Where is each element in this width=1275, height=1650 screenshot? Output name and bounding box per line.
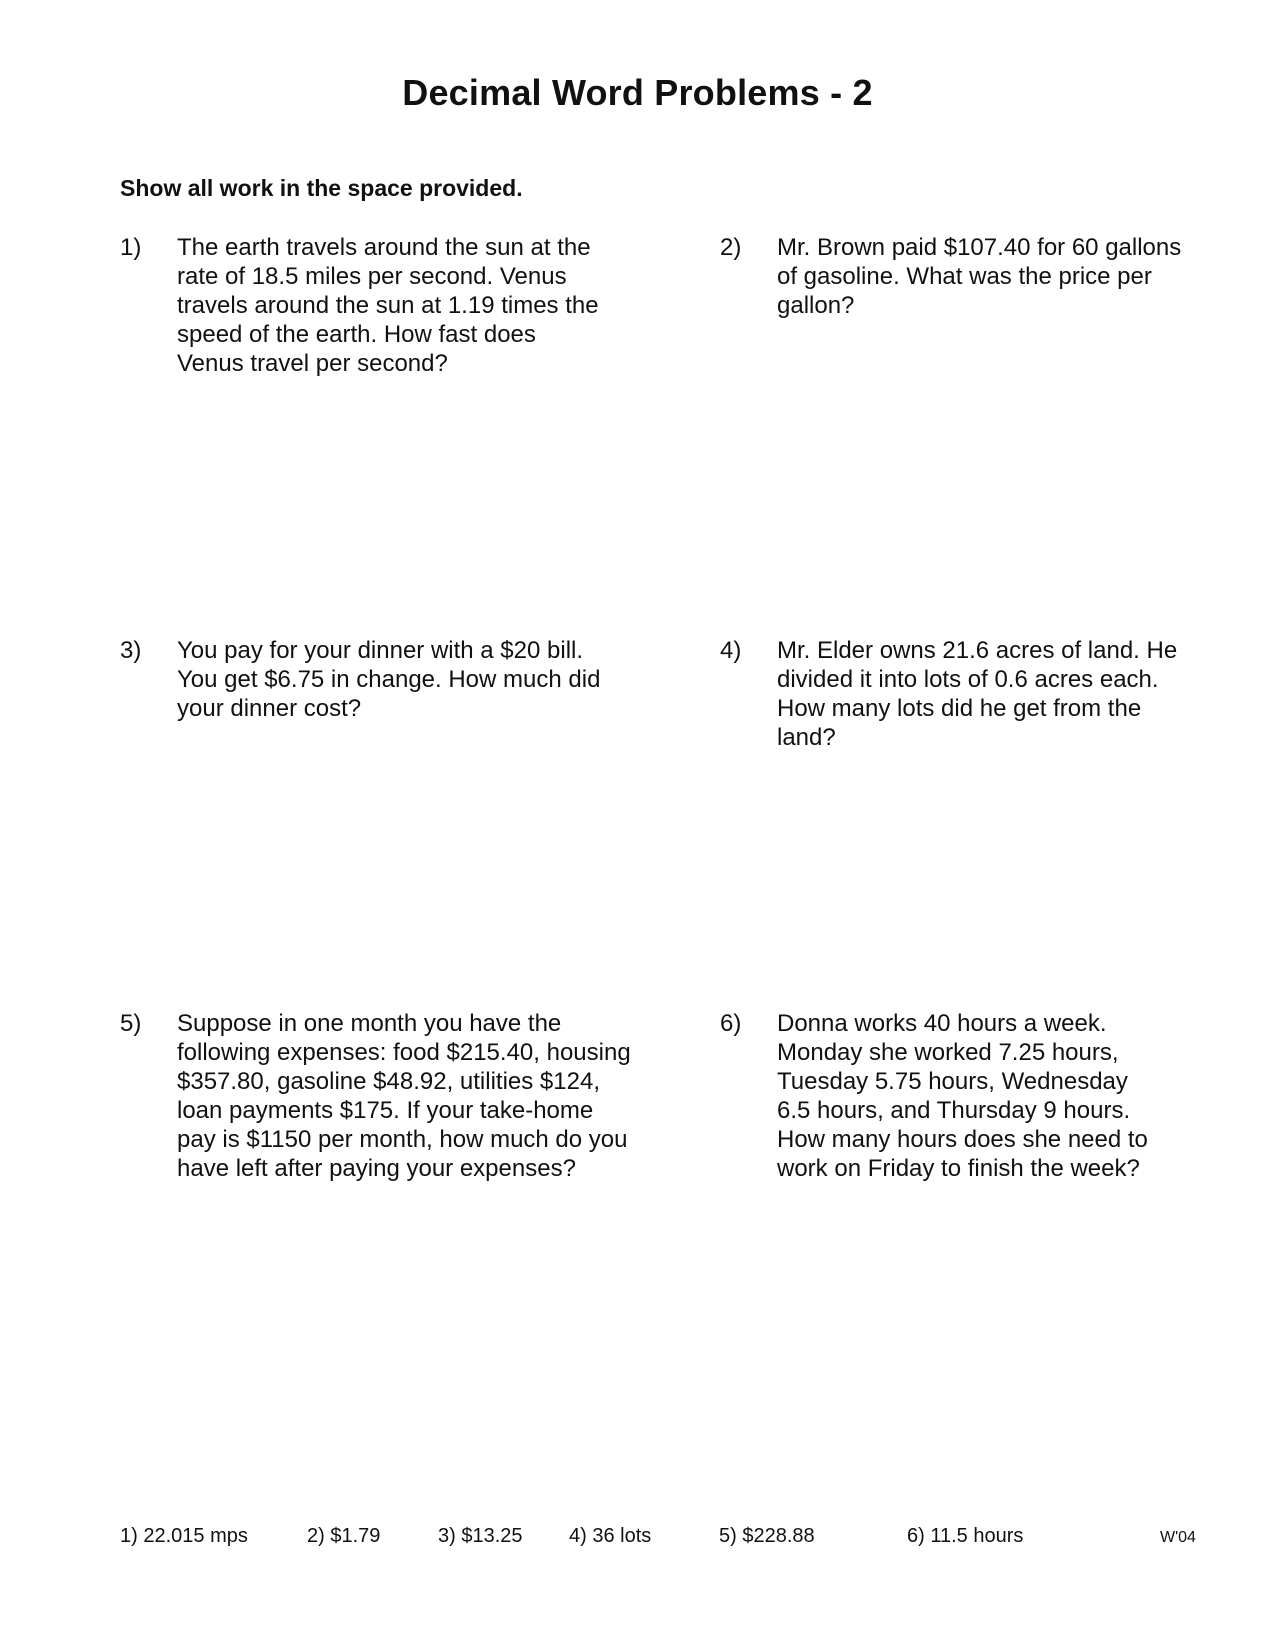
answer-6: 6) 11.5 hours [907,1525,1024,1547]
problem-number: 4) [720,637,742,664]
problem-number: 1) [120,234,142,261]
problem-text [777,1009,1148,1183]
answer-2: 2) $1.79 [307,1525,381,1547]
problem-number: 2) [720,234,742,261]
problem-line: Suppose in one month you have the [177,1010,562,1037]
problem-line: Tuesday 5.75 hours, Wednesday [777,1068,1128,1095]
problem-line: pay is $1150 per month, how much do you [177,1126,628,1153]
problem-line: $357.80, gasoline $48.92, utilities $124, [177,1068,600,1095]
problem-text [777,233,1181,320]
problem-number: 6) [720,1010,742,1037]
problem-line: How many lots did he get from the [777,695,1142,722]
problem-line: work on Friday to finish the week? [777,1155,1140,1182]
answer-5: 5) $228.88 [719,1525,815,1547]
problem-line: The earth travels around the sun at the [177,234,591,261]
answer-4: 4) 36 lots [569,1525,652,1547]
problem-line: Monday she worked 7.25 hours, [777,1039,1119,1066]
problem-line: Mr. Elder owns 21.6 acres of land. He [777,637,1178,664]
problem-line: How many hours does she need to [777,1126,1148,1153]
page-title: Decimal Word Problems - 2 [402,72,873,113]
instructions: Show all work in the space provided. [120,175,523,201]
problem-line: of gasoline. What was the price per [777,263,1152,290]
problem-line: loan payments $175. If your take-home [177,1097,594,1124]
problem-line: You pay for your dinner with a $20 bill. [177,637,584,664]
answer-1: 1) 22.015 mps [120,1525,248,1547]
problem-line: have left after paying your expenses? [177,1155,576,1182]
problem-number: 3) [120,637,142,664]
problem-text [177,1009,631,1183]
problem-line: divided it into lots of 0.6 acres each. [777,666,1159,693]
problem-line: You get $6.75 in change. How much did [177,666,601,693]
footer-code: W'04 [1160,1529,1196,1546]
problem-line: following expenses: food $215.40, housing [177,1039,631,1066]
problem-number: 5) [120,1010,142,1037]
problem-text [777,636,1177,752]
problem-line: your dinner cost? [177,695,362,722]
problem-text [177,233,599,378]
problem-line: speed of the earth. How fast does [177,321,536,348]
answer-3: 3) $13.25 [438,1525,523,1547]
problem-line: gallon? [777,292,855,319]
problem-line: Donna works 40 hours a week. [777,1010,1107,1037]
problem-line: 6.5 hours, and Thursday 9 hours. [777,1097,1131,1124]
problem-line: travels around the sun at 1.19 times the [177,292,599,319]
problem-line: Venus travel per second? [177,350,448,377]
answer-key [0,1525,1275,1555]
problem-line: rate of 18.5 miles per second. Venus [177,263,567,290]
problem-line: Mr. Brown paid $107.40 for 60 gallons [777,234,1182,261]
problem-line: land? [777,724,836,751]
problem-text [177,636,600,723]
